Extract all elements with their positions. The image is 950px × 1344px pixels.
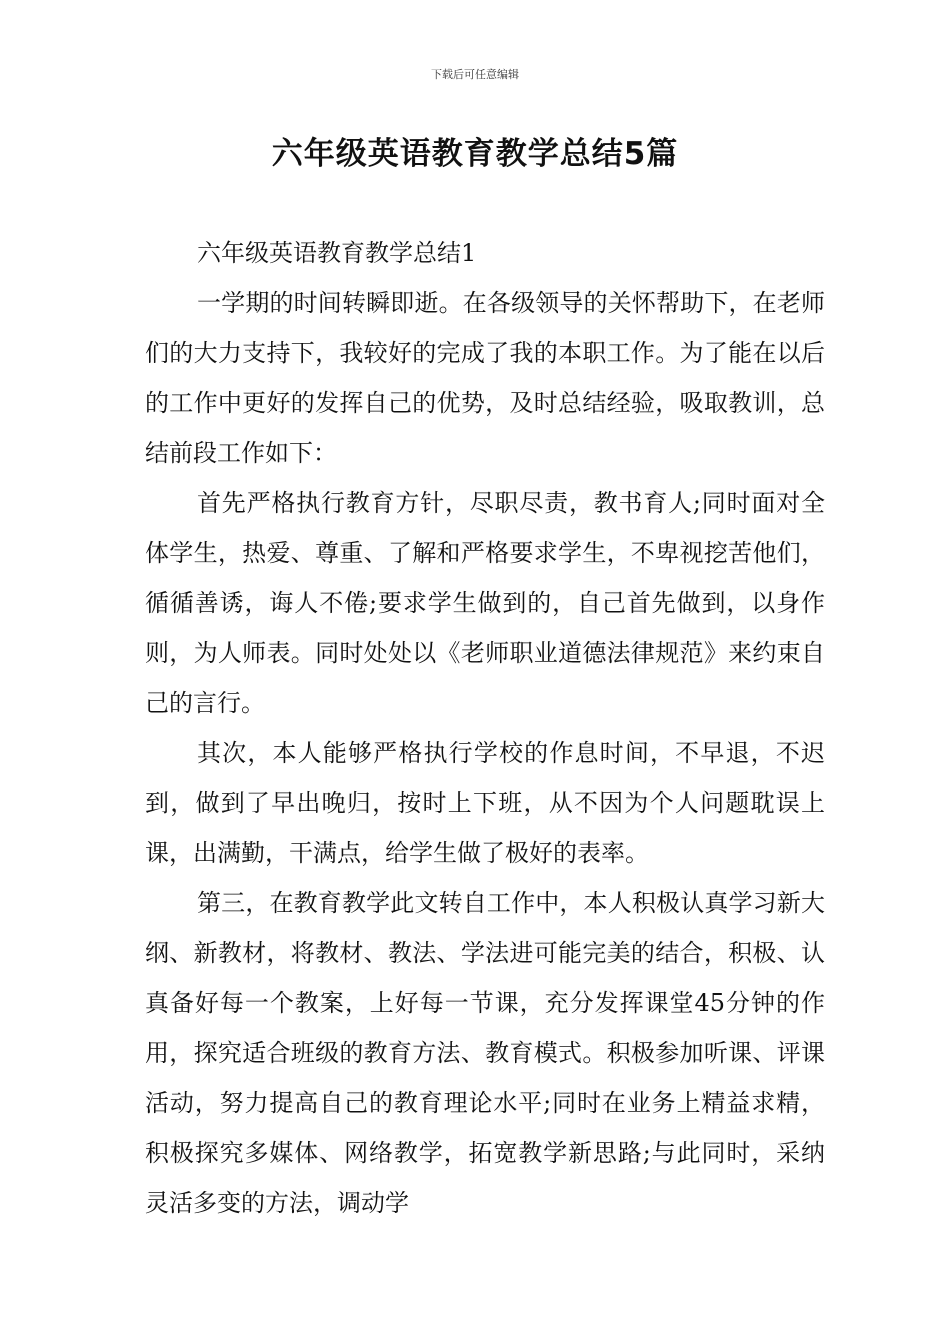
header-note: 下载后可任意编辑 <box>431 68 519 81</box>
document-title: 六年级英语教育教学总结5篇 <box>271 136 679 172</box>
section-heading: 六年级英语教育教学总结1 <box>197 239 477 267</box>
paragraph-second: 其次，本人能够严格执行学校的作息时间，不早退，不迟到，做到了早出晚归，按时上下班，从不因为个人问题耽误上课，出满勤，干满点，给学生做了极好的表率。 <box>145 739 825 867</box>
paragraph-third: 第三，在教育教学此文转自工作中，本人积极认真学习新大纲、新教材，将教材、教法、学法进可能完美的结合，积极、认真备好每一个教案，上好每一节课，充分发挥课堂45分钟的作用，探究适合班级的教育方法、教育模式。积极参加听课、评课活动，努力提高自己的教育理论水平;同时在业务上精益求精，积极探究多媒体、网络教学，拓宽教学新思路;与此同时，采纳灵活多变的方法，调动学 <box>145 889 825 1217</box>
paragraph-intro: 一学期的时间转瞬即逝。在各级领导的关怀帮助下，在老师们的大力支持下，我较好的完成了我的本职工作。为了能在以后的工作中更好的发挥自己的优势，及时总结经验，吸取教训，总结前段工作如下： <box>145 289 825 467</box>
document-body <box>145 228 825 1228</box>
paragraph-first: 首先严格执行教育方针，尽职尽责，教书育人;同时面对全体学生，热爱、尊重、了解和严格要求学生，不卑视挖苦他们，循循善诱，诲人不倦;要求学生做到的，自己首先做到，以身作则，为人师表。同时处处以《老师职业道德法律规范》来约束自己的言行。 <box>145 489 825 717</box>
